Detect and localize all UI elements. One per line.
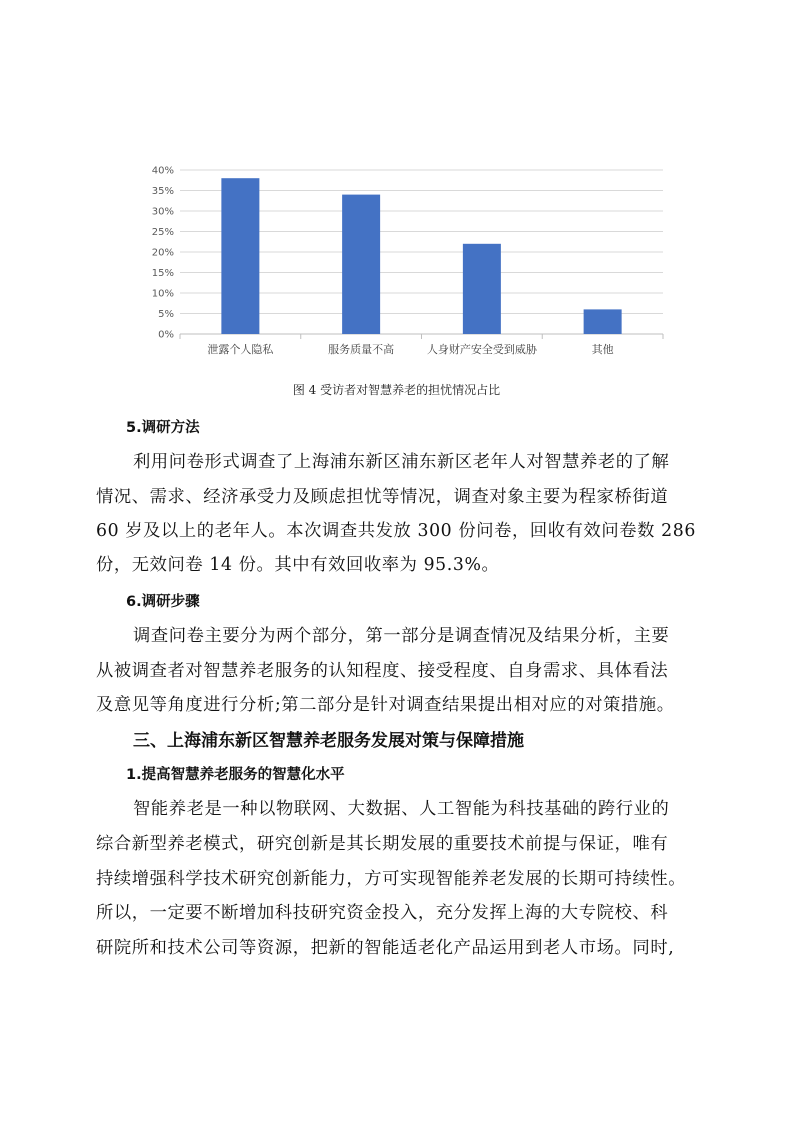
paragraph-line: 综合新型养老模式，研究创新是其长期发展的重要技术前提与保证，唯有 [96, 834, 669, 854]
paragraph-line: 利用问卷形式调查了上海浦东新区浦东新区老年人对智慧养老的了解 [133, 452, 670, 472]
section-3-heading: 三、上海浦东新区智慧养老服务发展对策与保障措施 [133, 731, 524, 751]
x-tick-label: 人身财产安全受到威胁 [426, 343, 537, 356]
section-3-1-heading: 1.提高智慧养老服务的智慧化水平 [126, 767, 345, 783]
x-tick-label: 其他 [591, 343, 614, 356]
y-tick-label: 20% [151, 247, 174, 259]
bar [463, 244, 501, 334]
paragraph-line: 持续增强科学技术研究创新能力，方可实现智能养老发展的长期可持续性。 [96, 869, 687, 889]
y-tick-label: 40% [151, 165, 174, 177]
bar [221, 178, 259, 334]
paragraph-line: 调查问卷主要分为两个部分，第一部分是调查情况及结果分析，主要 [133, 626, 670, 646]
x-tick-label: 服务质量不高 [328, 343, 395, 356]
y-tick-label: 15% [151, 268, 174, 279]
bar [342, 195, 380, 334]
section-6-heading: 6.调研步骤 [126, 594, 200, 610]
y-tick-label: 0% [158, 329, 174, 341]
figure-caption: 图 4 受访者对智慧养老的担忧情况占比 [292, 383, 501, 397]
section-5-heading: 5.调研方法 [126, 420, 200, 436]
y-tick-label: 25% [151, 227, 174, 238]
y-tick-label: 5% [158, 309, 174, 320]
paragraph-line: 情况、需求、经济承受力及顾虑担忧等情况，调查对象主要为程家桥街道 [96, 487, 669, 507]
y-tick-label: 30% [151, 206, 174, 218]
x-tick-label: 泄露个人隐私 [207, 343, 274, 356]
y-tick-label: 35% [151, 186, 174, 197]
bar [584, 309, 622, 334]
y-tick-label: 10% [151, 288, 174, 300]
paragraph-line: 研院所和技术公司等资源，把新的智能适老化产品运用到老人市场。同时, [96, 938, 675, 958]
paragraph-line: 智能养老是一种以物联网、大数据、人工智能为科技基础的跨行业的 [133, 799, 670, 819]
paragraph-line: 份，无效问卷 14 份。其中有效回收率为 95.3%。 [96, 555, 500, 575]
paragraph-line: 从被调查者对智慧养老服务的认知程度、接受程度、自身需求、具体看法 [96, 661, 669, 681]
bar-chart [140, 158, 680, 368]
paragraph-line: 及意见等角度进行分析;第二部分是针对调查结果提出相对应的对策措施。 [96, 695, 675, 715]
chart-svg [140, 158, 680, 368]
paragraph-line: 60 岁及以上的老年人。本次调查共发放 300 份问卷，回收有效问卷数 286 [96, 521, 696, 541]
paragraph-line: 所以，一定要不断增加科技研究资金投入，充分发挥上海的大专院校、科 [96, 903, 669, 923]
